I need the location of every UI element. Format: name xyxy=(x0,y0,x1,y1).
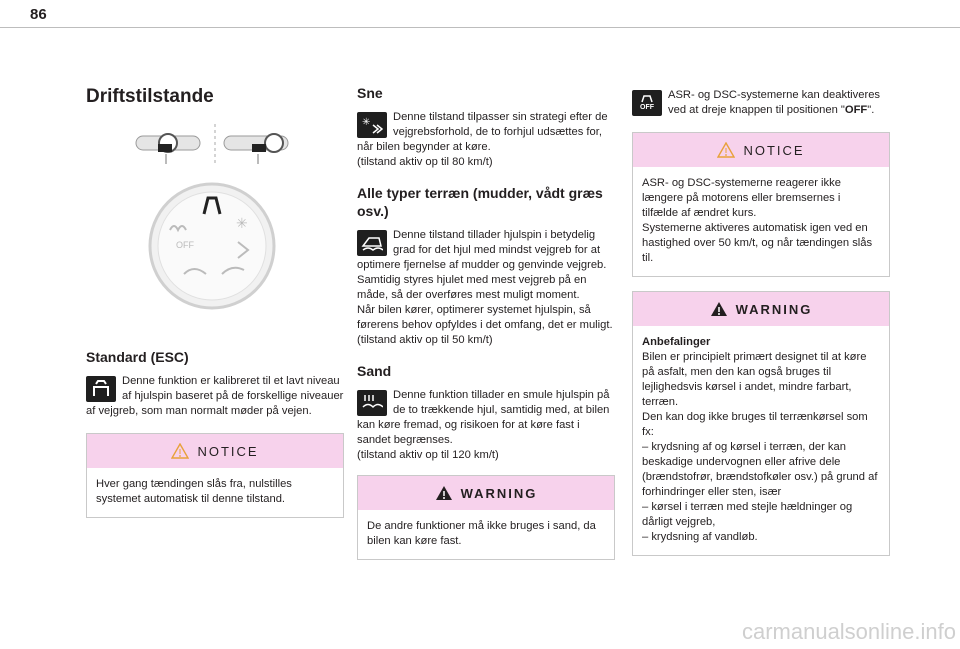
mode-dial xyxy=(86,178,344,318)
warning-box-2 xyxy=(632,291,890,556)
sne-heading: Sne xyxy=(357,85,383,101)
notice-label: NOTICE xyxy=(197,443,259,459)
warning-text: De andre funktioner må ikke bruges i sand, da bilen kan køre fast. xyxy=(367,520,596,547)
warning-header xyxy=(358,476,614,510)
terrain-text-2: Når bilen kører, optimerer systemet hjulspin, så førerens behov opfyldes i det omfang, det er muligt. xyxy=(357,304,613,331)
warning-triangle-icon xyxy=(710,301,728,317)
notice-header xyxy=(87,434,343,468)
notice-triangle-icon xyxy=(717,142,735,158)
notice-header-2 xyxy=(633,133,889,167)
standard-text: Denne funktion er kalibreret til et lavt niveau af hjulspin baseret på de forskellige niveauer af vejgreb, som man normalt møder på vejen. xyxy=(86,375,344,417)
snowflake-icon: ✳ xyxy=(236,215,248,231)
column-2 xyxy=(357,80,615,560)
warning-list-item: – krydsning af og kørsel i terræn, der kan beskadige undervognen eller afrive dele (brændstofrør, brændstofkøler osv.) på grund af forhindringer eller sten, især xyxy=(642,441,878,498)
mud-mode-icon xyxy=(357,230,387,256)
notice-text-1: ASR- og DSC-systemerne reagerer ikke længere på motorens eller bremsernes i tilfælde af ændret kurs. xyxy=(642,177,841,219)
off-section xyxy=(632,88,890,118)
page-title: Driftstilstande xyxy=(86,86,214,107)
notice-text-2: Systemerne aktiveres automatisk igen ved en hastighed over 50 km/t, og når tændingen slås til. xyxy=(642,222,873,264)
warning-header-2 xyxy=(633,292,889,326)
sne-note: (tilstand aktiv op til 80 km/t) xyxy=(357,156,493,168)
off-text-a: ASR- og DSC-systemerne kan deaktiveres ved at dreje knappen til positionen " xyxy=(668,89,881,116)
standard-heading: Standard (ESC) xyxy=(86,349,189,365)
terrain-section xyxy=(357,228,615,348)
sne-section xyxy=(357,110,615,170)
page-number: 86 xyxy=(30,6,47,23)
warning-list-item: – krydsning af vandløb. xyxy=(642,531,758,543)
off-text-bold: OFF xyxy=(844,104,868,116)
warning-list-item: – kørsel i terræn med stejle hældninger og dårligt vejgreb, xyxy=(642,501,853,528)
off-icon-label: OFF xyxy=(640,104,654,111)
notice-box-1 xyxy=(86,433,344,518)
warning-box-1 xyxy=(357,475,615,560)
esc-mode-icon xyxy=(86,376,116,402)
terrain-text: Denne tilstand tillader hjulspin i betydelig grad for det hjul med mindst vejgreb for at optimere fjernelse af mudder og genvinde vejgreb. Samtidig styres hjulet med mest vejgreb på en måde, så der overføres mest muligt moment. xyxy=(357,229,607,301)
sand-text: Denne funktion tillader en smule hjulspin på de to trækkende hjul, samtidig med, at bilen kan køre fremad, og risikoen for at køre fast i sandet begrænses. xyxy=(357,389,610,446)
notice-triangle-icon xyxy=(171,443,189,459)
sand-mode-icon xyxy=(357,390,387,416)
sne-text: Denne tilstand tilpasser sin strategi efter de vejgrebsforhold, de to forhjul udsættes for, når bilen begynder at køre. xyxy=(357,111,608,153)
column-1 xyxy=(86,80,344,518)
sand-section xyxy=(357,388,615,463)
warning-paragraph-1: Bilen er principielt primært designet til at køre på asfalt, men den kan også bruges til lejlighedsvis kørsel i andet, mindre farbart, terræn. xyxy=(642,351,867,408)
terrain-heading: Alle typer terræn (mudder, vådt græs osv.) xyxy=(357,185,603,219)
standard-section xyxy=(86,374,344,419)
notice-box-2 xyxy=(632,132,890,277)
warning-title: Anbefalinger xyxy=(642,336,711,348)
dial-off-label: OFF xyxy=(176,240,194,250)
terrain-note: (tilstand aktiv op til 50 km/t) xyxy=(357,334,493,346)
sand-note: (tilstand aktiv op til 120 km/t) xyxy=(357,449,499,461)
off-text-b: ". xyxy=(867,104,875,116)
column-3 xyxy=(632,80,890,556)
off-text xyxy=(632,88,890,118)
warning-triangle-icon xyxy=(435,485,453,501)
sand-heading: Sand xyxy=(357,363,392,379)
warning-label-2: WARNING xyxy=(735,301,813,317)
header-rule xyxy=(0,27,960,28)
warning-label: WARNING xyxy=(460,485,538,501)
notice-label-2: NOTICE xyxy=(743,142,805,158)
snow-mode-icon xyxy=(357,112,387,138)
svg-text:✳: ✳ xyxy=(362,117,371,128)
off-mode-icon xyxy=(632,90,662,116)
warning-paragraph-2: Den kan dog ikke bruges til terrænkørsel som fx: xyxy=(642,411,868,438)
watermark: carmanualsonline.info xyxy=(741,619,956,644)
notice-text: Hver gang tændingen slås fra, nulstilles systemet automatisk til denne tilstand. xyxy=(96,478,292,505)
steering-illustration xyxy=(86,122,344,172)
